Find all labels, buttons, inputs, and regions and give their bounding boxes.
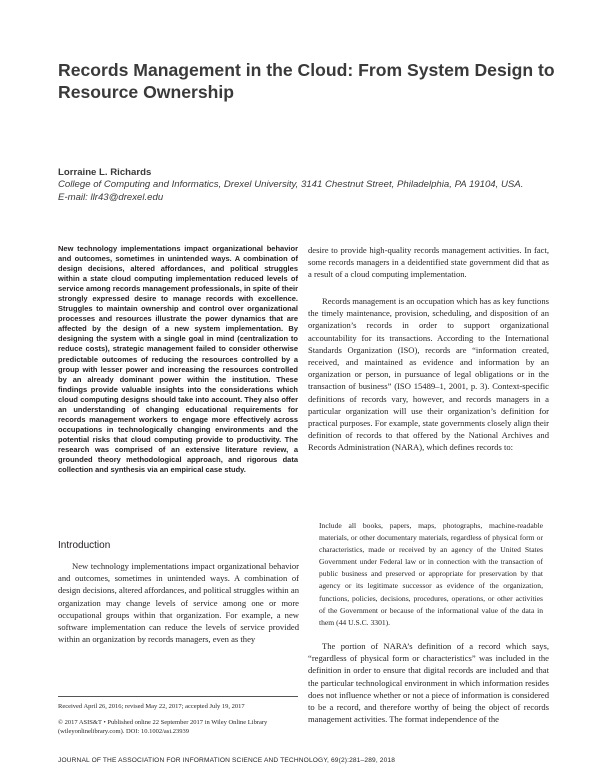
- author-block: [58, 167, 558, 204]
- journal-footer: JOURNAL OF THE ASSOCIATION FOR INFORMATION SCIENCE AND TECHNOLOGY, 69(2):281–289, 2018: [58, 757, 396, 764]
- introduction-text: New technology implementations impact organizational behavior and outcomes, sometimes in unintended ways. A combination of design decisions, altered affordances, and political struggles within an organization may change levels of service among one or more occupational groups within that organization. For example, a new software implementation can reduce the levels of service provided within an organization by records managers, even as they: [58, 561, 299, 645]
- author-affiliation: College of Computing and Informatics, Drexel University, 3141 Chestnut Street, Philadelphia, PA 19104, USA.: [58, 179, 524, 191]
- author-email[interactable]: E-mail: llr43@drexel.edu: [58, 191, 164, 203]
- received-dates: Received April 26, 2016; revised May 22, 2017; accepted July 19, 2017: [58, 703, 245, 710]
- abstract: New technology implementations impact organizational behavior and outcomes, sometimes in unintended ways. A combination of design decisions, altered affordances, and political struggles within a state cloud computing implementation reduced levels of service among records management professionals, in spite of their strongly expressed desire to manage records with excellence. Struggles to maintain ownership and control over organizational processes and resources illustrate the power dynamics that are affected by the design of a new system implementation. By designing the system with a single goal in mind (centralization to reduce costs), strategic management failed to consider otherwise predictable outcomes of reducing the resources controlled by a group with lesser power and increasing the resources controlled by an already dominant power within the institution. These findings provide valuable insights into the considerations which cloud computing designs should take into account. They also offer an understanding of changing educational requirements for records management workers to engage more effectively across occupations in technologically changing environments and the potential risks that cloud computing provide to productivity. The research was comprised of an extensive literature review, a grounded theory methodological approach, and rigorous data collection and synthesis via an empirical case study.: [58, 244, 298, 475]
- copyright-notice: © 2017 ASIS&T • Published online 22 September 2017 in Wiley Online Library (wileyonlinelibrary.com). DOI: 10.1002/asi.23939: [58, 719, 268, 736]
- body-paragraph-3: The portion of NARA’s definition of a record which says, “regardless of physical form or characteristics” was included in the definition in order to ensure that digital records are included and that the particular technological environment in which information resides does not influence whether or not a piece of information is considered to be a record, and therefore worthy of being the object of records management activities. The format independence of the: [308, 641, 549, 725]
- body-paragraph-1: desire to provide high-quality records management activities. In fact, some records managers in a deidentified state government did that as a result of a cloud computing implementation.: [308, 245, 549, 280]
- body-paragraph-2: Records management is an occupation which has as key functions the timely maintenance, provision, scheduling, and disposition of an organization’s records in order to support organizational accountability for its transactions. According to the International Standards Organization (ISO), records are “information created, received, and maintained as evidence and information by an organization or person, in pursuance of legal obligations or in the transaction of business” (ISO 15489–1, 2001, p. 3). Context-specific definitions of records vary, however, and records managers in a particular organization will use their organization’s definition for practical purposes. For example, state governments closely align their definition of records to that offered by the National Archives and Records Administration (NARA), which defines records to:: [308, 296, 549, 453]
- footnote-divider: [58, 696, 298, 697]
- article-title: Records Management in the Cloud: From System Design to Resource Ownership: [58, 60, 555, 102]
- introduction-heading: Introduction: [58, 540, 111, 551]
- block-quote: Include all books, papers, maps, photographs, machine-readable materials, or other documentary materials, regardless of physical form or characteristics, made or received by an agency of the United States Government under Federal law or in connection with the transaction of public business and preserved or appropriate for preservation by that agency or its legitimate successor as evidence of the organization, functions, policies, decisions, procedures, operations, or other activities of the Government or because of the informational value of the data in them (44 U.S.C. 3301).: [319, 521, 543, 627]
- author-name: Lorraine L. Richards: [58, 167, 152, 178]
